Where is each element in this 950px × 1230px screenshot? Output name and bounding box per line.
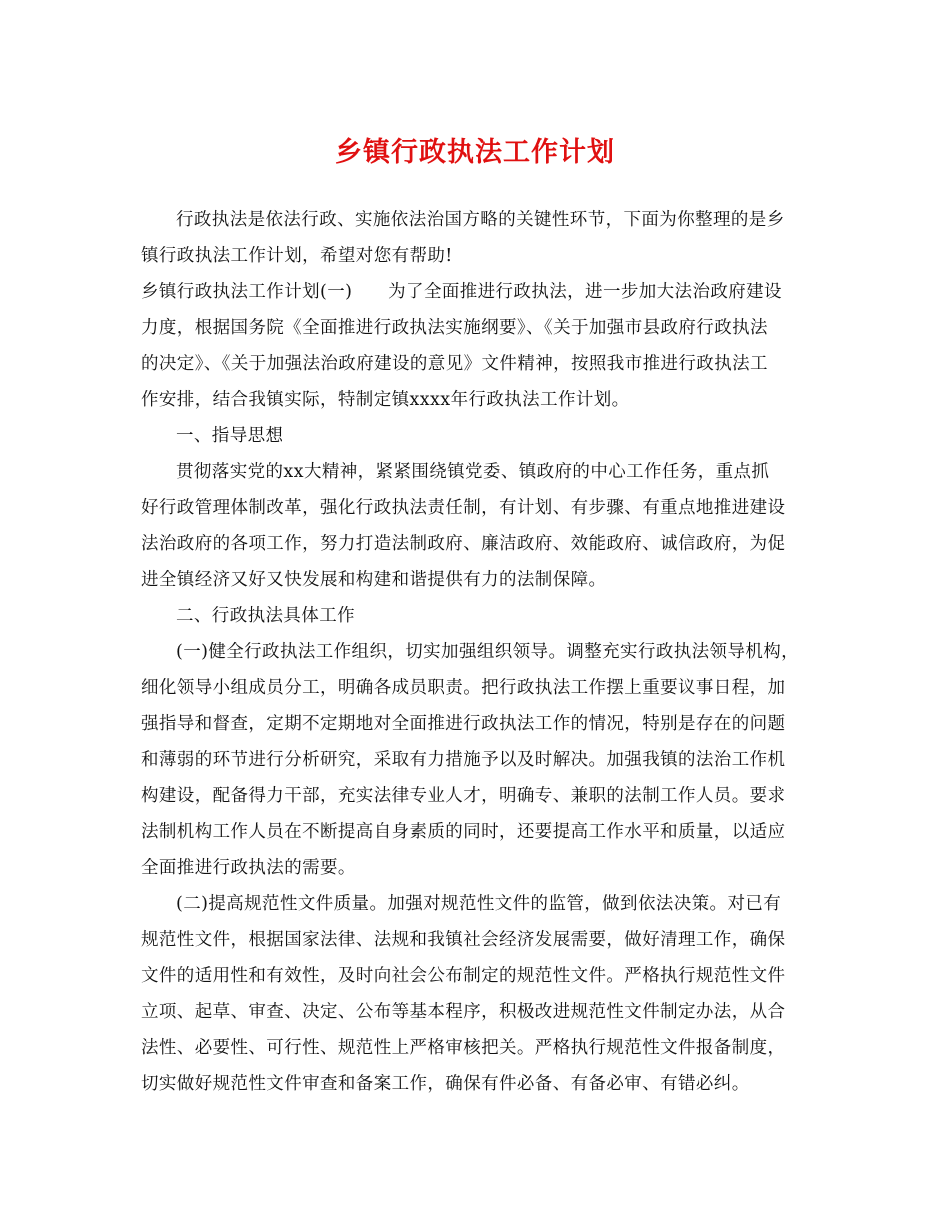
text-line: 法性、必要性、可行性、规范性上严格审核把关。严格执行规范性文件报备制度，: [141, 1038, 786, 1058]
text-line: 进全镇经济又好又快发展和构建和谐提供有力的法制保障。: [141, 570, 607, 590]
text-line: 强指导和督查，定期不定期地对全面推进行政执法工作的情况，特别是存在的问题: [141, 714, 786, 734]
text-line: 构建设，配备得力干部，充实法律专业人才，明确专、兼职的法制工作人员。要求: [141, 786, 786, 806]
text-line: 力度，根据国务院《全面推进行政执法实施纲要》、《关于加强市县政府行政执法: [141, 318, 768, 338]
text-line: 行政执法是依法行政、实施依法治国方略的关键性环节，下面为你整理的是乡: [176, 210, 785, 230]
text-line: 法治政府的各项工作，努力打造法制政府、廉洁政府、效能政府、诚信政府，为促: [141, 534, 786, 554]
text-line: 细化领导小组成员分工，明确各成员职责。把行政执法工作摆上重要议事日程，加: [141, 678, 786, 698]
text-line: 全面推进行政执法的需要。: [141, 858, 356, 878]
text-line: 作安排，结合我镇实际，特制定镇xxxx年行政执法工作计划。: [141, 390, 630, 410]
text-line: 乡镇行政执法工作计划(一) 为了全面推进行政执法，进一步加大法治政府建设: [141, 282, 782, 302]
text-line: 和薄弱的环节进行分析研究，采取有力措施予以及时解决。加强我镇的法治工作机: [141, 750, 786, 770]
text-line: 的决定》、《关于加强法治政府建设的意见》文件精神，按照我市推进行政执法工: [141, 354, 768, 374]
text-line: 镇行政执法工作计划，希望对您有帮助!: [141, 246, 453, 266]
text-line: (一)健全行政执法工作组织，切实加强组织领导。调整充实行政执法领导机构，: [176, 642, 800, 662]
text-line: 好行政管理体制改革，强化行政执法责任制，有计划、有步骤、有重点地推进建设: [141, 498, 786, 518]
text-line: (二)提高规范性文件质量。加强对规范性文件的监管，做到依法决策。对已有: [176, 894, 782, 914]
document-title: 乡镇行政执法工作计划: [335, 137, 615, 168]
text-line: 切实做好规范性文件审查和备案工作，确保有件必备、有备必审、有错必纠。: [141, 1074, 750, 1094]
text-line: 立项、起草、审查、决定、公布等基本程序，积极改进规范性文件制定办法，从合: [141, 1002, 786, 1022]
text-line: 贯彻落实党的xx大精神，紧紧围绕镇党委、镇政府的中心工作任务，重点抓: [176, 462, 770, 482]
text-line: 法制机构工作人员在不断提高自身素质的同时，还要提高工作水平和质量，以适应: [141, 822, 786, 842]
text-line: 规范性文件，根据国家法律、法规和我镇社会经济发展需要，做好清理工作，确保: [141, 930, 786, 950]
text-line: 文件的适用性和有效性，及时向社会公布制定的规范性文件。严格执行规范性文件: [141, 966, 786, 986]
section-heading: 一、指导思想: [176, 426, 284, 446]
section-heading: 二、行政执法具体工作: [176, 606, 355, 626]
